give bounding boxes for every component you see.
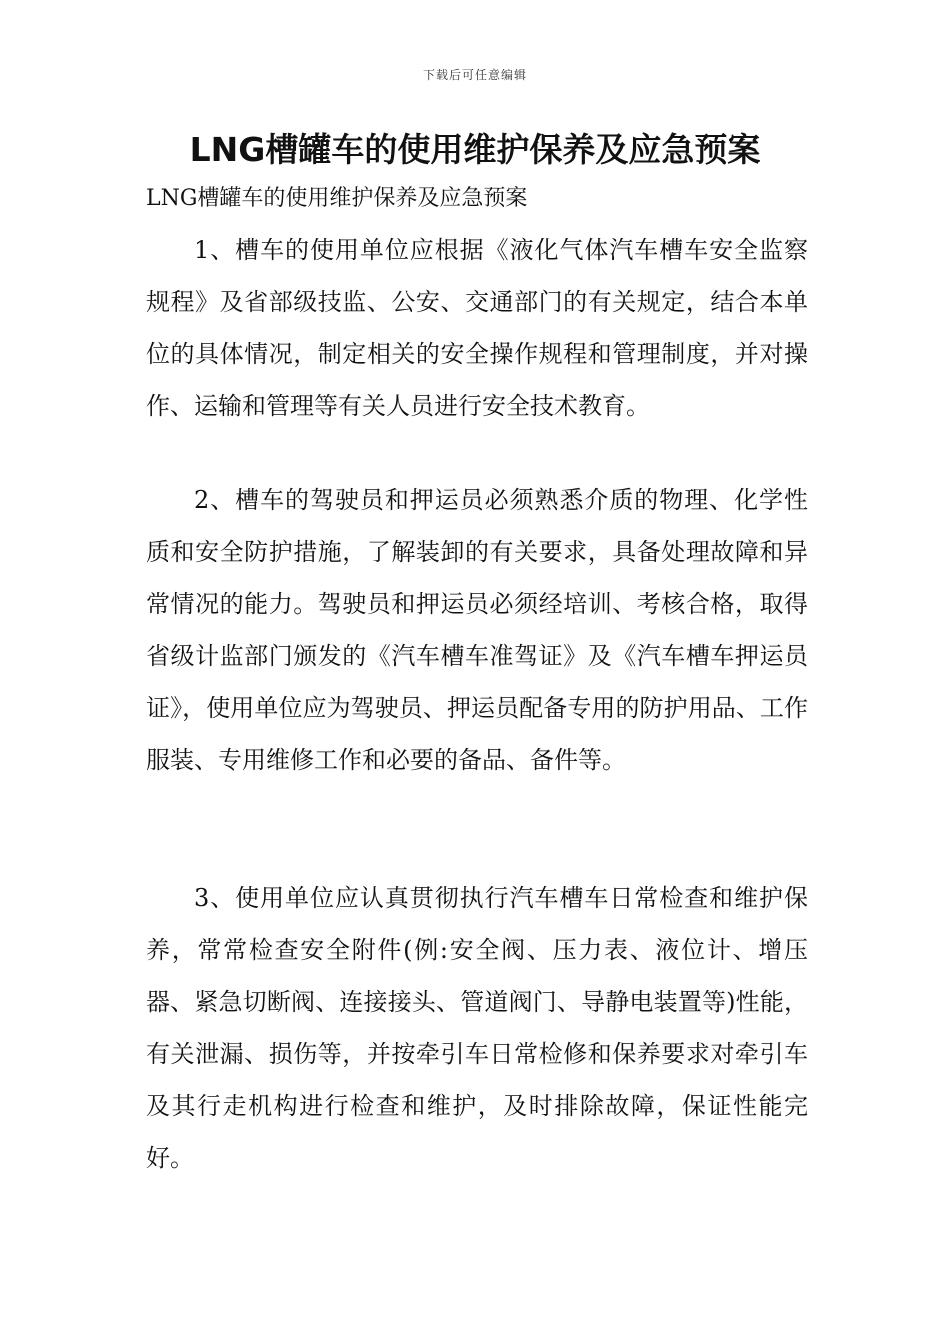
paragraph-1: 1、槽车的使用单位应根据《液化气体汽车槽车安全监察规程》及省部级技监、公安、交通部门的有关规定，结合本单位的具体情况，制定相关的安全操作规程和管理制度，并对操作、运输和管理等有关人员进行安全技术教育。	[146, 236, 808, 420]
header-note: 下载后可任意编辑	[422, 68, 527, 82]
document-title: LNG槽罐车的使用维护保养及应急预案	[189, 130, 761, 169]
document-subtitle: LNG槽罐车的使用维护保养及应急预案	[146, 186, 528, 211]
paragraph-2: 2、槽车的驾驶员和押运员必须熟悉介质的物理、化学性质和安全防护措施，了解装卸的有关要求，具备处理故障和异常情况的能力。驾驶员和押运员必须经培训、考核合格，取得省级计监部门颁发的《汽车槽车准驾证》及《汽车槽车押运员证》，使用单位应为驾驶员、押运员配备专用的防护用品、工作服装、专用维修工作和必要的备品、备件等。	[146, 486, 808, 774]
paragraph-3: 3、使用单位应认真贯彻执行汽车槽车日常检查和维护保养，常常检查安全附件(例:安全阀、压力表、液位计、增压器、紧急切断阀、连接接头、管道阀门、导静电装置等)性能，有关泄漏、损伤等，并按牵引车日常检修和保养要求对牵引车及其行走机构进行检查和维护，及时排除故障，保证性能完好。	[146, 884, 808, 1172]
